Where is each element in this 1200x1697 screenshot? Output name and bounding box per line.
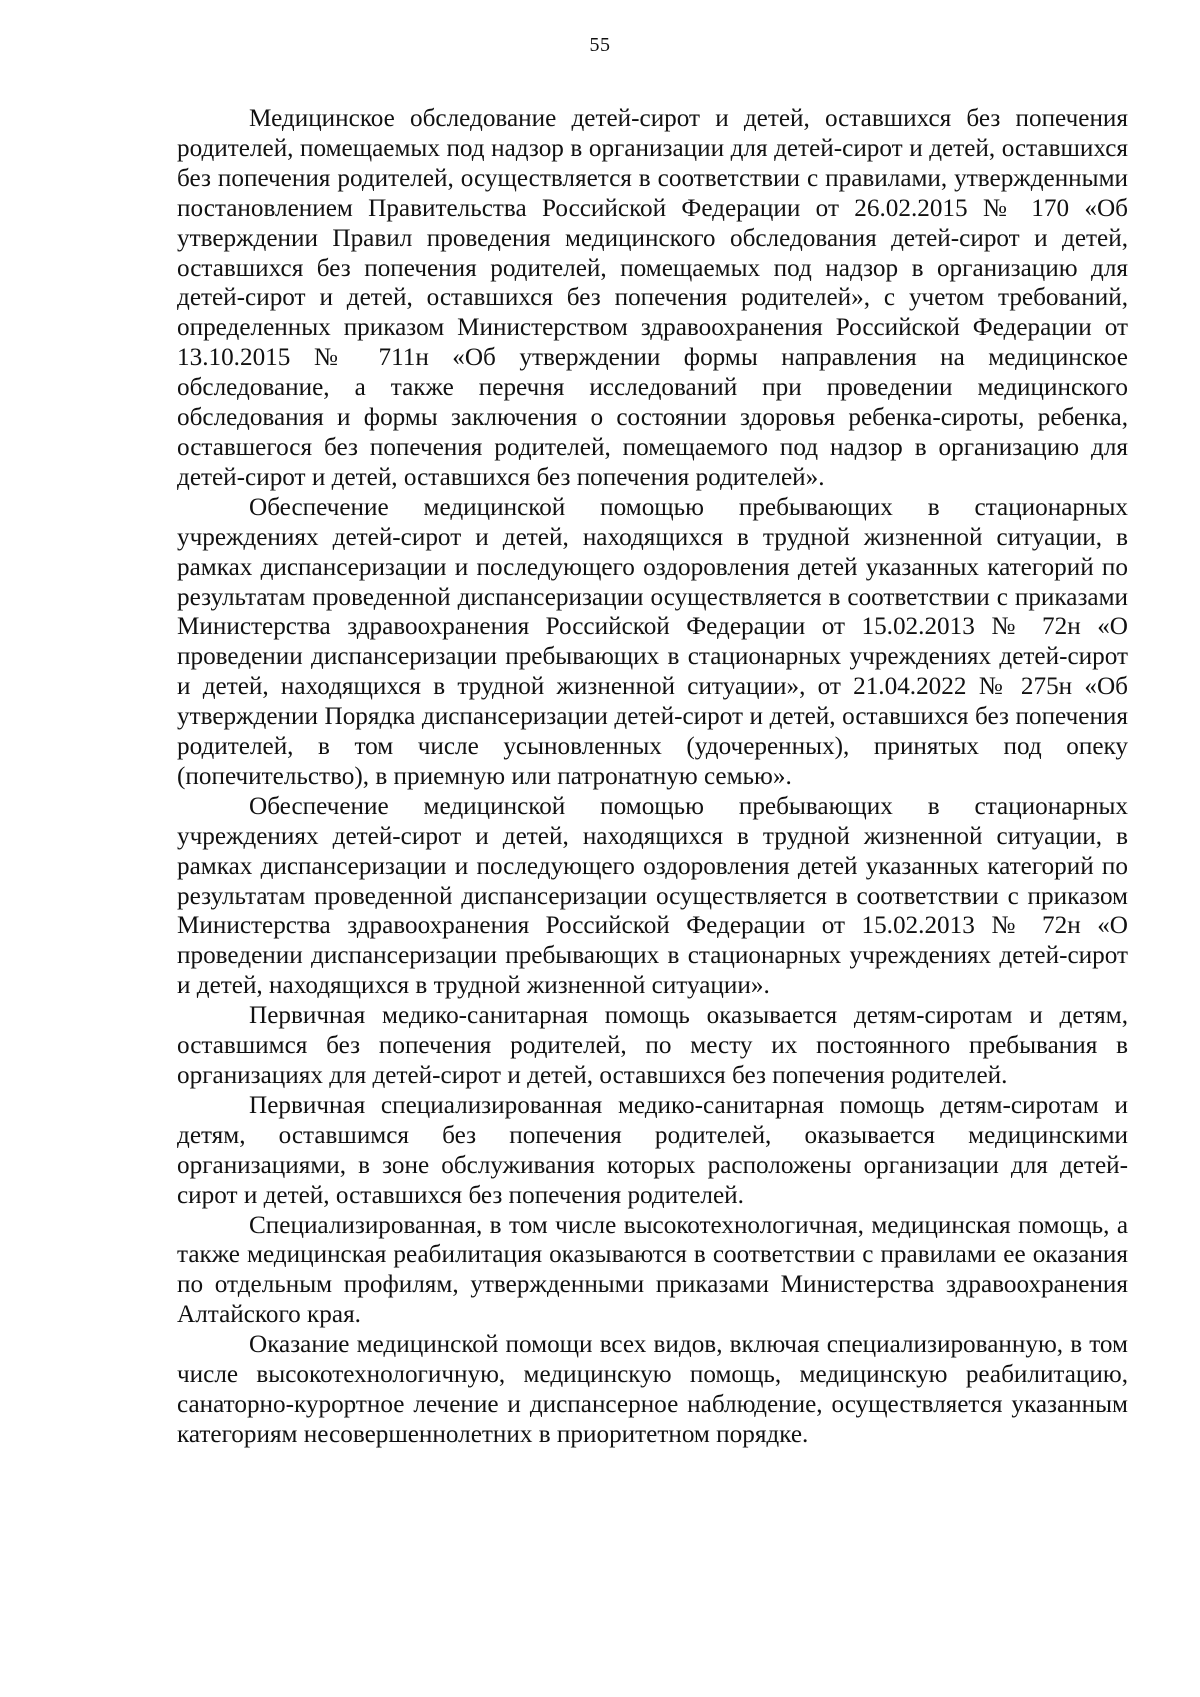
page-number: 55 [589, 34, 611, 56]
paragraph-priority-care: Оказание медицинской помощи всех видов, включая специализированную, в том числе высокотехнологичную, медицинскую помощь, медицинскую реабилитацию, санаторно-курортное лечение и диспансерное наблюдение, осуществляется указанным категориям несовершеннолетних в приоритетном порядке. [177, 1331, 1128, 1448]
paragraph-specialized-primary-care: Первичная специализированная медико-санитарная помощь детям-сиротам и детям, оставшимся без попечения родителей, оказывается медицинскими организациями, в зоне обслуживания которых расположены организации для детей-сирот и детей, оставшихся без попечения родителей. [177, 1091, 1128, 1209]
paragraph-dispensary-order-72n: Обеспечение медицинской помощью пребывающих в стационарных учреждениях детей-сирот и детей, находящихся в трудной жизненной ситуации, в рамках диспансеризации и последующего оздоровления детей указанных категорий по результатам проведенной диспансеризации осуществляется в соответствии с приказом Министерства здравоохранения Российской Федерации от 15.02.2013 № 72н «О проведении диспансеризации пребывающих в стационарных учреждениях детей-сирот и детей, находящихся в трудной жизненной ситуации». [177, 792, 1128, 1000]
paragraph-primary-care: Первичная медико-санитарная помощь оказывается детям-сиротам и детям, оставшимся без попечения родителей, по месту их постоянного пребывания в организациях для детей-сирот и детей, оставшихся без попечения родителей. [177, 1002, 1128, 1089]
paragraph-high-tech-care: Специализированная, в том числе высокотехнологичная, медицинская помощь, а также медицинская реабилитация оказываются в соответствии с правилами ее оказания по отдельным профилям, утвержденными приказами Министерства здравоохранения Алтайского края. [177, 1211, 1128, 1329]
paragraph-medical-examination: Медицинское обследование детей-сирот и детей, оставшихся без попечения родителей, помещаемых под надзор в организации для детей-сирот и детей, оставшихся без попечения родителей, осуществляется в соответствии с правилами, утвержденными постановлением Правительства Российской Федерации от 26.02.2015 № 170 «Об утверждении Правил проведения медицинского обследования детей-сирот и детей, оставшихся без попечения родителей, помещаемых под надзор в организацию для детей-сирот и детей, оставшихся без попечения родителей», с учетом требований, определенных приказом Министерством здравоохранения Российской Федерации от 13.10.2015 № 711н «Об утверждении формы направления на медицинское обследование, а также перечня исследований при проведении медицинского обследования и формы заключения о состоянии здоровья ребенка-сироты, ребенка, оставшегося без попечения родителей, помещаемого под надзор в организацию для детей-сирот и детей, оставшихся без попечения родителей». [177, 105, 1128, 491]
paragraph-dispensary-orders: Обеспечение медицинской помощью пребывающих в стационарных учреждениях детей-сирот и детей, находящихся в трудной жизненной ситуации, в рамках диспансеризации и последующего оздоровления детей указанных категорий по результатам проведенной диспансеризации осуществляется в соответствии с приказами Министерства здравоохранения Российской Федерации от 15.02.2013 № 72н «О проведении диспансеризации пребывающих в стационарных учреждениях детей-сирот и детей, находящихся в трудной жизненной ситуации», от 21.04.2022 № 275н «Об утверждении Порядка диспансеризации детей-сирот и детей, оставшихся без попечения родителей, в том числе усыновленных (удочеренных), принятых под опеку (попечительство), в приемную или патронатную семью». [177, 493, 1128, 790]
document-body [177, 104, 1128, 1450]
